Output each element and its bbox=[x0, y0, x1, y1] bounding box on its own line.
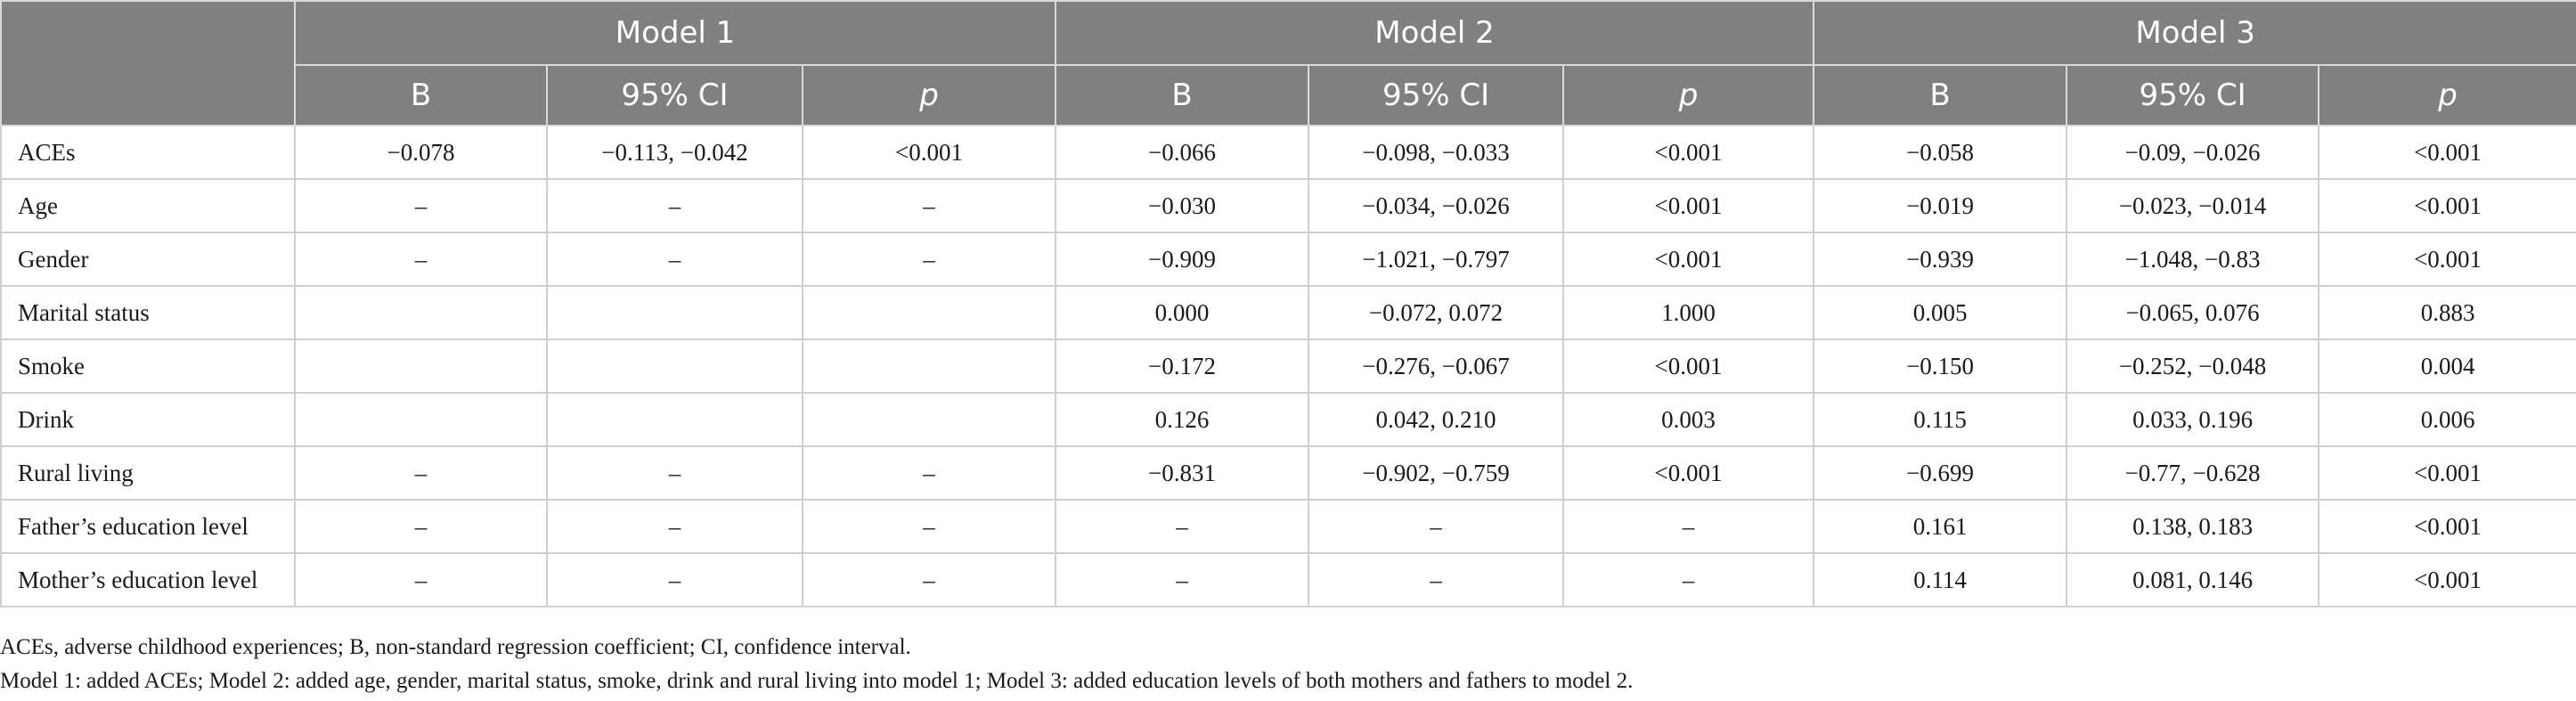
model-3-p-cell: <0.001 bbox=[2319, 232, 2576, 286]
model-3-p-header: p bbox=[2319, 65, 2576, 126]
model-3-p-cell: <0.001 bbox=[2319, 179, 2576, 232]
model-1-p-cell: – bbox=[803, 179, 1056, 232]
row-label: Gender bbox=[1, 232, 295, 286]
model-2-b-cell: 0.126 bbox=[1056, 393, 1308, 446]
row-label: Rural living bbox=[1, 446, 295, 500]
model-1-ci-cell bbox=[547, 393, 803, 446]
model-1-b-cell: – bbox=[295, 500, 547, 553]
model-1-p-cell: <0.001 bbox=[803, 126, 1056, 179]
table-row bbox=[1, 553, 2576, 607]
model-1-p-header: p bbox=[803, 65, 1056, 126]
model-1-b-cell: – bbox=[295, 553, 547, 607]
model-3-header: Model 3 bbox=[1814, 1, 2576, 65]
model-3-ci-cell: −0.023, −0.014 bbox=[2067, 179, 2319, 232]
model-3-b-cell: 0.161 bbox=[1814, 500, 2067, 553]
model-3-b-cell: −0.150 bbox=[1814, 339, 2067, 393]
model-3-b-header: B bbox=[1814, 65, 2067, 126]
row-label: Smoke bbox=[1, 339, 295, 393]
model-2-p-cell: <0.001 bbox=[1563, 446, 1814, 500]
model-2-b-cell: −0.172 bbox=[1056, 339, 1308, 393]
row-label: Age bbox=[1, 179, 295, 232]
model-1-ci-cell: – bbox=[547, 232, 803, 286]
model-1-ci-cell: −0.113, −0.042 bbox=[547, 126, 803, 179]
model-2-p-cell: <0.001 bbox=[1563, 126, 1814, 179]
model-1-p-cell: – bbox=[803, 446, 1056, 500]
model-2-b-cell: 0.000 bbox=[1056, 286, 1308, 339]
model-1-b-cell bbox=[295, 339, 547, 393]
model-3-b-cell: 0.115 bbox=[1814, 393, 2067, 446]
model-2-b-cell: −0.831 bbox=[1056, 446, 1308, 500]
model-2-b-cell: −0.030 bbox=[1056, 179, 1308, 232]
model-2-b-cell: – bbox=[1056, 500, 1308, 553]
model-3-ci-cell: −1.048, −0.83 bbox=[2067, 232, 2319, 286]
footnote-abbreviations: ACEs, adverse childhood experiences; B, non-standard regression coefficient; CI, confidence interval. bbox=[0, 635, 911, 659]
sub-header-row bbox=[1, 65, 2576, 126]
model-1-b-cell bbox=[295, 286, 547, 339]
model-1-b-cell: −0.078 bbox=[295, 126, 547, 179]
table-header bbox=[1, 1, 2576, 126]
row-label: Marital status bbox=[1, 286, 295, 339]
model-2-ci-cell: −1.021, −0.797 bbox=[1308, 232, 1563, 286]
model-2-b-cell: – bbox=[1056, 553, 1308, 607]
model-3-p-cell: <0.001 bbox=[2319, 500, 2576, 553]
header-corner-cell bbox=[1, 1, 295, 126]
model-2-ci-cell: −0.034, −0.026 bbox=[1308, 179, 1563, 232]
model-2-ci-cell: – bbox=[1308, 500, 1563, 553]
row-label: Father’s education level bbox=[1, 500, 295, 553]
model-1-header: Model 1 bbox=[295, 1, 1056, 65]
table-row bbox=[1, 339, 2576, 393]
model-2-ci-cell: −0.098, −0.033 bbox=[1308, 126, 1563, 179]
model-2-p-cell: <0.001 bbox=[1563, 179, 1814, 232]
table-footnotes bbox=[0, 631, 1633, 698]
model-3-ci-cell: 0.033, 0.196 bbox=[2067, 393, 2319, 446]
model-2-p-cell: 0.003 bbox=[1563, 393, 1814, 446]
model-2-p-cell: <0.001 bbox=[1563, 232, 1814, 286]
model-1-ci-cell: – bbox=[547, 179, 803, 232]
model-1-b-cell: – bbox=[295, 446, 547, 500]
model-2-header: Model 2 bbox=[1056, 1, 1814, 65]
table-row bbox=[1, 393, 2576, 446]
model-3-b-cell: −0.058 bbox=[1814, 126, 2067, 179]
row-label: Drink bbox=[1, 393, 295, 446]
model-2-p-cell: <0.001 bbox=[1563, 339, 1814, 393]
model-3-b-cell: 0.005 bbox=[1814, 286, 2067, 339]
model-3-b-cell: 0.114 bbox=[1814, 553, 2067, 607]
model-1-p-cell: – bbox=[803, 500, 1056, 553]
model-2-b-header: B bbox=[1056, 65, 1308, 126]
table-row bbox=[1, 286, 2576, 339]
table-body bbox=[1, 126, 2576, 607]
model-1-b-header: B bbox=[295, 65, 547, 126]
model-1-ci-cell: – bbox=[547, 446, 803, 500]
model-2-ci-header: 95% CI bbox=[1308, 65, 1563, 126]
model-3-p-cell: 0.883 bbox=[2319, 286, 2576, 339]
model-2-b-cell: −0.909 bbox=[1056, 232, 1308, 286]
model-1-p-cell bbox=[803, 286, 1056, 339]
model-3-b-cell: −0.019 bbox=[1814, 179, 2067, 232]
model-1-b-cell: – bbox=[295, 232, 547, 286]
model-1-ci-cell: – bbox=[547, 553, 803, 607]
model-1-p-cell: – bbox=[803, 553, 1056, 607]
model-3-ci-cell: 0.081, 0.146 bbox=[2067, 553, 2319, 607]
model-3-ci-cell: −0.09, −0.026 bbox=[2067, 126, 2319, 179]
model-3-p-cell: 0.006 bbox=[2319, 393, 2576, 446]
model-1-p-cell bbox=[803, 339, 1056, 393]
model-3-ci-cell: −0.77, −0.628 bbox=[2067, 446, 2319, 500]
table-row bbox=[1, 232, 2576, 286]
model-3-ci-cell: −0.252, −0.048 bbox=[2067, 339, 2319, 393]
footnote-models: Model 1: added ACEs; Model 2: added age, gender, marital status, smoke, drink and rural living into model 1; Model 3: added education levels of both mothers and fathers to model 2. bbox=[0, 669, 1634, 693]
model-1-p-cell: – bbox=[803, 232, 1056, 286]
model-2-p-cell: 1.000 bbox=[1563, 286, 1814, 339]
model-3-ci-cell: −0.065, 0.076 bbox=[2067, 286, 2319, 339]
model-3-p-cell: 0.004 bbox=[2319, 339, 2576, 393]
table-row bbox=[1, 179, 2576, 232]
table-row bbox=[1, 126, 2576, 179]
model-2-ci-cell: – bbox=[1308, 553, 1563, 607]
model-1-b-cell: – bbox=[295, 179, 547, 232]
model-3-p-cell: <0.001 bbox=[2319, 126, 2576, 179]
model-3-b-cell: −0.939 bbox=[1814, 232, 2067, 286]
model-header-row bbox=[1, 1, 2576, 65]
model-2-ci-cell: −0.072, 0.072 bbox=[1308, 286, 1563, 339]
model-2-p-cell: – bbox=[1563, 553, 1814, 607]
model-1-ci-cell: – bbox=[547, 500, 803, 553]
model-3-ci-header: 95% CI bbox=[2067, 65, 2319, 126]
table-row bbox=[1, 446, 2576, 500]
table-row bbox=[1, 500, 2576, 553]
model-1-b-cell bbox=[295, 393, 547, 446]
model-3-p-cell: <0.001 bbox=[2319, 446, 2576, 500]
row-label: ACEs bbox=[1, 126, 295, 179]
model-1-ci-cell bbox=[547, 339, 803, 393]
model-2-p-header: p bbox=[1563, 65, 1814, 126]
model-1-ci-header: 95% CI bbox=[547, 65, 803, 126]
model-2-ci-cell: −0.276, −0.067 bbox=[1308, 339, 1563, 393]
model-2-b-cell: −0.066 bbox=[1056, 126, 1308, 179]
model-1-ci-cell bbox=[547, 286, 803, 339]
model-3-ci-cell: 0.138, 0.183 bbox=[2067, 500, 2319, 553]
model-3-p-cell: <0.001 bbox=[2319, 553, 2576, 607]
model-1-p-cell bbox=[803, 393, 1056, 446]
model-3-b-cell: −0.699 bbox=[1814, 446, 2067, 500]
model-2-ci-cell: 0.042, 0.210 bbox=[1308, 393, 1563, 446]
model-2-ci-cell: −0.902, −0.759 bbox=[1308, 446, 1563, 500]
model-2-p-cell: – bbox=[1563, 500, 1814, 553]
row-label: Mother’s education level bbox=[1, 553, 295, 607]
